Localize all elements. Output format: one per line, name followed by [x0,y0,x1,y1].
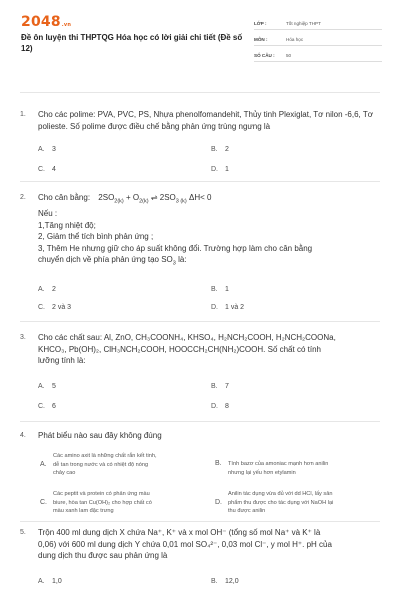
question-number: 2. [20,194,26,201]
eq-part: + O [123,193,140,202]
option-letter: C. [38,403,45,410]
option-line: thu được anilin [228,508,266,514]
meta-row-count [254,46,382,62]
eq-part: ΔH< 0 [186,193,212,202]
option-line: Các peptit và protein có phản ứng màu [53,491,150,497]
meta-row-subject [254,30,382,46]
option-letter: A. [40,461,47,468]
question-line: 1,Tăng nhiệt độ; [38,220,96,230]
option-text: 5 [52,383,56,390]
option-b[interactable] [211,383,229,390]
option-line: Các amino axit là những chất rắn kết tinh, [53,453,157,459]
eq-sub: 2(k) [114,198,124,205]
meta-key: LỚP : [254,21,267,26]
option-letter: C. [38,304,45,311]
option-text: 3 [52,146,56,153]
question-line: 2, Giảm thể tích bình phản ứng ; [38,232,154,242]
question-divider [20,521,380,522]
line-part: chuyển dịch về phía phản ứng tạo SO [38,255,173,265]
option-letter: A. [38,146,45,153]
option-text: 1,0 [52,578,62,585]
option-line: biure, hòa tan Cu(OH)₂ cho hợp chất có [53,499,152,506]
eq-part: 2SO [98,193,115,202]
equation [98,193,212,205]
option-c[interactable] [40,490,193,516]
option-line: chảy cao [53,470,76,476]
line-sub: 3 [172,260,176,267]
option-b[interactable] [211,578,239,585]
option-letter: C. [40,499,47,506]
question-line: KHCO₃, Pb(OH)₂, ClH₃NCH₂COOH, HOOCCH₂CH(NH₂)COOH. Số chất có tính [38,344,321,354]
option-text: 8 [225,403,229,410]
question-text [38,332,378,367]
option-c[interactable] [38,403,56,410]
option-text: 2 [225,146,229,153]
option-letter: D. [215,499,222,506]
question-line: 0,06) với 600 ml dung dịch Y chứa 0,01 mol SO₄²⁻, 0,03 mol Cl⁻, y mol H⁺. pH của [38,539,332,549]
option-letter: A. [38,578,45,585]
option-line: màu xanh lam đặc trưng [53,508,114,514]
option-letter: B. [211,146,218,153]
option-a[interactable] [38,383,56,390]
eq-part: ⇌ 2SO [148,193,176,202]
question-divider [20,181,380,182]
question-line: Nếu : [38,209,58,219]
option-d[interactable] [215,490,378,516]
option-d[interactable] [211,403,229,410]
logo-suffix: .vn [61,22,72,28]
option-line: phẩm thu được cho tác dụng với NaOH lại [228,499,334,506]
eq-sub: 2(k) [139,198,149,205]
question-number: 4. [20,432,26,439]
question-number: 3. [20,334,26,341]
meta-value: 50 [286,53,292,58]
question-text [38,527,378,562]
option-c[interactable] [38,166,56,173]
option-a[interactable] [38,286,56,293]
option-b[interactable] [215,460,378,477]
option-text: 1 [225,286,229,293]
option-letter: D. [211,403,218,410]
option-letter: B. [211,578,218,585]
option-d[interactable] [211,166,229,173]
option-b[interactable] [211,286,229,293]
option-c[interactable] [38,304,71,311]
question-line: dung dịch thu được sau phản ứng là [38,551,168,560]
question-intro: Cho cân bằng: [38,193,91,202]
meta-row-class [254,14,382,30]
eq-sub: 3 (k) [175,198,187,205]
option-text: 12,0 [225,578,239,585]
option-text: 1 và 2 [225,304,245,311]
option-a[interactable] [38,578,62,585]
option-text: 4 [52,166,56,173]
line-part: là: [175,255,187,265]
option-letter: D. [211,166,218,173]
question-text [38,192,378,270]
option-text: 2 [52,286,56,293]
header-divider [20,92,380,93]
question-number: 5. [20,529,26,536]
meta-value: Tốt nghiệp THPT [286,21,321,26]
option-letter: B. [211,286,218,293]
site-logo[interactable] [21,14,71,30]
question-divider [20,321,380,322]
document-meta [254,14,382,62]
question-line [38,254,378,270]
question-line: Cho các chất sau: Al, ZnO, CH₃COONH₄, KHSO₄, H₂NCH₂COOH, H₂NCH₂COONa, [38,333,336,342]
question-number: 1. [20,111,26,118]
option-line: Anilin tác dụng vừa đủ với dd HCl, lấy sản [228,491,333,497]
meta-value: Hóa học [286,37,304,42]
option-letter: D. [211,304,218,311]
option-a[interactable] [38,146,56,153]
option-line: nhưng lại yếu hơn etylamin [228,469,296,476]
option-text: 7 [225,383,229,390]
question-text: Phát biểu nào sau đây không đúng [38,431,162,440]
option-a[interactable] [40,452,193,478]
logo-text: 2048 [21,14,61,30]
option-text: 6 [52,403,56,410]
question-text: Cho các polime: PVA, PVC, PS, Nhựa phenolfomandehit, Thủy tinh Plexiglat, Tơ nilon -6,6, Tơ polieste. Số polime được điều chế bằng phản ứng trùng ngưng là [38,110,373,131]
question-divider [20,421,380,422]
option-d[interactable] [211,304,244,311]
option-line: dễ tan trong nước và có nhiệt độ nóng [53,461,149,468]
meta-key: SỐ CÂU : [254,53,275,58]
option-letter: B. [215,460,222,467]
question-line: 3, Thêm He nhưng giữ cho áp suất không đổi. Trường hợp làm cho cân bằng [38,243,313,253]
question-line: lưỡng tính là: [38,356,86,365]
option-letter: A. [38,286,45,293]
option-line: Tính bazơ của amoniac mạnh hơn anilin [228,461,329,467]
option-letter: B. [211,383,218,390]
option-b[interactable] [211,146,229,153]
option-text: 1 [225,166,229,173]
question-line: Trộn 400 ml dung dịch X chứa Na⁺, K⁺ và x mol OH⁻ (tổng số mol Na⁺ và K⁺ là [38,528,321,537]
option-text: 2 và 3 [52,304,72,311]
option-letter: C. [38,166,45,173]
option-letter: A. [38,383,45,390]
document-title: Đề ôn luyện thi THPTQG Hóa học có lời giải chi tiết (Đề số 12) [21,33,243,53]
meta-key: MÔN : [254,37,268,42]
